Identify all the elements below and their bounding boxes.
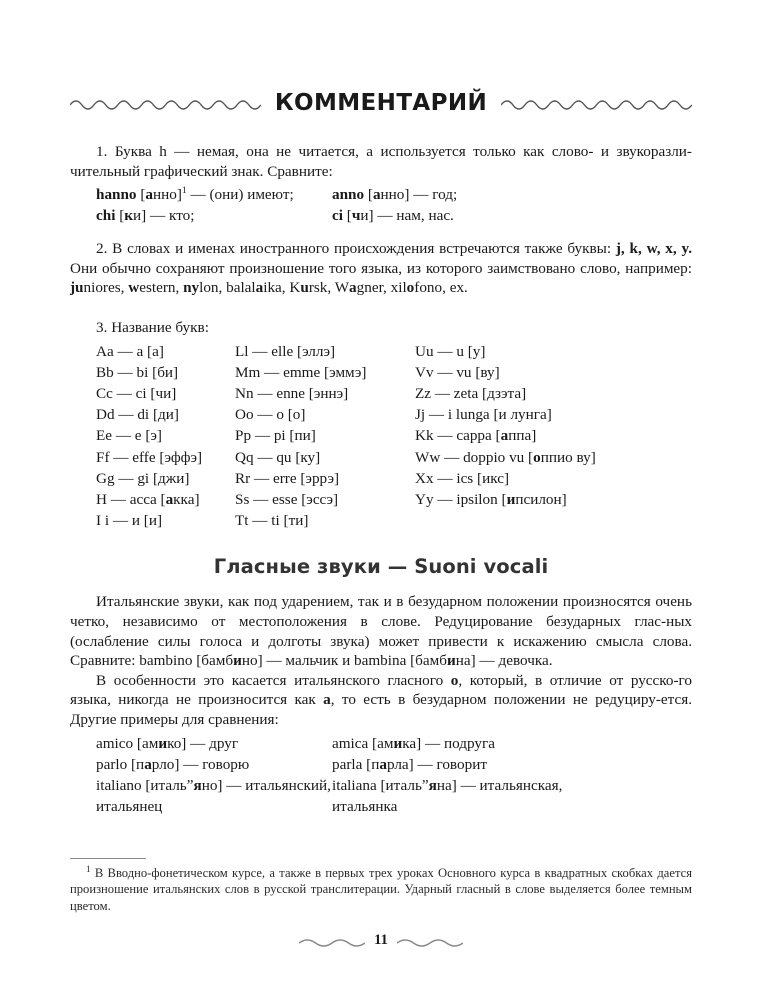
transcription: э]	[150, 427, 162, 445]
letter-name: Tt — ti [	[235, 512, 289, 530]
word-bold: anno	[332, 186, 365, 204]
transcription-rest: и]	[360, 207, 374, 225]
list-item	[70, 775, 692, 796]
table-row	[415, 468, 692, 489]
wave-decoration-right-icon	[501, 96, 692, 110]
table-row	[415, 362, 692, 383]
table-row	[96, 510, 235, 531]
letter-name: Qq — qu [	[235, 448, 301, 466]
item1-text-b: — немая, она не читается, а используется только как слово- и звукоразли-чительный графический знак. Сравните:	[70, 143, 692, 180]
letter-name: Ww — doppio vu [	[415, 448, 534, 466]
example-wagner-a: W	[334, 279, 350, 297]
stress-vowel: ч	[351, 207, 361, 225]
table-row	[96, 362, 235, 383]
word-pre: amica [ам	[332, 734, 394, 752]
alphabet-column-3	[415, 341, 692, 532]
item1-letter-h: h	[159, 143, 167, 160]
word-post: на] — итальянская,	[436, 776, 563, 794]
stress-vowel: и	[158, 734, 168, 752]
example-nylon-bold: ny	[183, 279, 200, 297]
transcription: ву]	[480, 363, 500, 381]
h-example-right	[332, 205, 692, 226]
example-xilofono-a: xil	[390, 279, 407, 297]
word-pre: parla [п	[332, 755, 380, 773]
transcription: псилон]	[515, 490, 567, 508]
letter-name: Ss — esse [	[235, 490, 307, 508]
list-item	[70, 796, 692, 817]
example-wagner-b: gner,	[356, 279, 391, 297]
transcription: джи]	[158, 469, 190, 487]
bracket-open: [	[136, 186, 146, 204]
translation: — год;	[409, 186, 458, 204]
transcription: пи]	[294, 427, 316, 445]
letter-name: Dd — di [	[96, 406, 159, 424]
stress-vowel: и	[506, 490, 516, 508]
footnote-marker: 1	[86, 863, 91, 874]
example-juniores-rest: niores,	[83, 279, 129, 297]
transcription: эссэ]	[306, 490, 339, 508]
transcription: a]	[152, 342, 164, 360]
transcription: дзэта]	[487, 384, 527, 402]
page-title-row	[70, 86, 692, 120]
alphabet-column-1	[70, 341, 235, 532]
item2-letters-2: w, x, y.	[646, 240, 693, 258]
vowels2-text-c: , то есть в безударном положении не редуциру-ется. Другие примеры для сравнения:	[70, 691, 692, 728]
bracket-open: [	[115, 207, 125, 225]
example-xilofono-bold: o	[406, 279, 415, 297]
list-item	[70, 184, 692, 205]
transcription: ппа]	[508, 427, 537, 445]
list-item	[70, 733, 692, 754]
example-juniores-bold: ju	[70, 279, 84, 297]
table-row	[96, 383, 235, 404]
table-row	[235, 425, 415, 446]
footnote-text	[70, 865, 692, 914]
word-post: рла] — говорит	[386, 755, 487, 773]
transcription: о]	[292, 406, 306, 424]
vowels-text-a: Итальянские звуки, как под ударением, так и в безударном положении произносятся очень четко, независимо от местоположения в слове. Редуцирование безударных глас-ных (ослабление силы голоса и долготы звука) может привести к искажению смысла слова. Сравните: bambino [бамб	[70, 593, 692, 670]
table-row	[96, 341, 235, 362]
comparison-examples-list	[70, 733, 692, 817]
alphabet-table	[70, 341, 692, 532]
word-pre: parlo [п	[96, 755, 145, 773]
paragraph-vowels-1	[70, 592, 692, 670]
paragraph-vowels-2	[70, 671, 692, 730]
transcription: эммэ]	[329, 363, 367, 381]
transcription-rest: и]	[133, 207, 147, 225]
example-left	[70, 754, 332, 775]
example-nylon-rest: lon,	[199, 279, 227, 297]
footer-wave-left-icon	[299, 935, 365, 947]
transcription: и]	[148, 512, 163, 530]
letter-name: Jj — i lunga [	[415, 406, 499, 424]
example-right	[332, 775, 692, 796]
letter-name: Aa — a [	[96, 342, 153, 360]
item2-letters-1: j, k,	[615, 240, 642, 258]
list-item	[70, 205, 692, 226]
transcription: эннэ]	[313, 384, 349, 402]
example-right	[332, 733, 692, 754]
letter-name: Bb — bi [	[96, 363, 158, 381]
bracket-open: [	[342, 207, 352, 225]
item1-text-a: 1. Буква	[96, 143, 160, 160]
transcription: ку]	[300, 448, 321, 466]
translation: — нам, нас.	[373, 207, 454, 225]
table-row	[415, 425, 692, 446]
vowels-text-c: на] — девочка.	[455, 652, 553, 670]
table-row	[96, 425, 235, 446]
h-examples-list	[70, 184, 692, 226]
vowels2-text-b: , который, в отличие от русско-го языка, никогда не произносится как	[70, 671, 692, 709]
bracket-open: [	[364, 186, 373, 204]
example-balalaika-bold: a	[255, 279, 264, 297]
example-balalaika-a: balal	[226, 279, 256, 297]
vowels-text-b: но] — мальчик и bambina [бамб	[241, 652, 447, 670]
table-row	[96, 404, 235, 425]
letter-name: Uu — u [	[415, 342, 473, 360]
table-row	[415, 404, 692, 425]
example-balalaika-b: ika,	[263, 279, 290, 297]
letter-name: Nn — enne [	[235, 384, 314, 402]
transcription: икс]	[482, 469, 510, 487]
word-bold: ci	[332, 207, 343, 225]
item2-text-a: 2. В словах и именах иностранного происхождения встречаются также буквы:	[96, 240, 616, 258]
table-row	[235, 362, 415, 383]
transcription: эллэ]	[302, 342, 336, 360]
spacer	[70, 298, 692, 318]
table-row	[235, 489, 415, 510]
table-row	[415, 383, 692, 404]
example-right-continuation: итальянка	[332, 797, 398, 815]
transcription: и лунга]	[498, 406, 552, 424]
h-example-left	[70, 184, 332, 205]
word-post: ка] — подруга	[402, 734, 495, 752]
translation: — (они) имеют;	[186, 186, 294, 204]
transcription: би]	[157, 363, 179, 381]
word-pre: amico [ам	[96, 734, 159, 752]
paragraph-item-1	[70, 142, 692, 181]
transcription: чи]	[155, 384, 177, 402]
alphabet-column-2	[235, 341, 415, 532]
table-row	[415, 447, 692, 468]
letter-name: Cc — ci [	[96, 384, 156, 402]
word-pre: italiana [итальˮ	[332, 776, 429, 794]
table-row	[415, 489, 692, 510]
spacer	[70, 226, 692, 239]
transcription: кка]	[173, 490, 200, 508]
stress-vowel: я	[193, 776, 202, 794]
word-post: рло] — говорю	[151, 755, 250, 773]
letter-name: Gg — gi [	[96, 469, 159, 487]
table-row	[96, 489, 235, 510]
transcription: эррэ]	[305, 469, 340, 487]
table-row	[235, 404, 415, 425]
stress-vowel: а	[144, 755, 152, 773]
paragraph-item-2	[70, 239, 692, 298]
letter-name: Zz — zeta [	[415, 384, 488, 402]
item2-text-b: Они обычно сохраняют произношение того языка, из которого заимствовано слово, например:	[70, 259, 692, 277]
word-post: ко] — друг	[167, 734, 239, 752]
footnote-body: В Вводно-фонетическом курсе, а также в первых трех уроках Основного курса в квадратных скобках дается произношение итальянских слов в русской транслитерации. Ударный гласный в слове выделяется более темным цветом.	[70, 866, 692, 913]
transcription: ти]	[288, 512, 309, 530]
stress-vowel: а	[500, 427, 509, 445]
list-item	[70, 754, 692, 775]
stress-vowel: к	[124, 207, 134, 225]
table-row	[235, 341, 415, 362]
letter-name: Kk — cappa [	[415, 427, 501, 445]
stress-vowel: я	[428, 776, 437, 794]
page-title: КОММЕНТАРИЙ	[274, 90, 488, 116]
example-left	[70, 733, 332, 754]
stress-vowel: и	[233, 652, 242, 670]
example-left	[70, 775, 332, 796]
letter-name: Yy — ipsilon [	[415, 490, 507, 508]
letter-name: Ee — e [	[96, 427, 151, 445]
example-western-bold: w	[128, 279, 140, 297]
h-example-right	[332, 184, 692, 205]
letter-name: Mm — emme [	[235, 363, 330, 381]
stress-vowel: о	[533, 448, 541, 466]
paragraph-item-3-heading: 3. Название букв:	[96, 318, 209, 336]
vowels2-text-a: В особенности это касается итальянского гласного	[96, 671, 451, 689]
stress-vowel: а	[165, 490, 174, 508]
letter-name: Ff — effe [	[96, 448, 165, 466]
table-row	[235, 383, 415, 404]
example-right	[332, 754, 692, 775]
page-number: 11	[374, 932, 388, 948]
transcription-rest: нно]	[152, 186, 182, 204]
word-pre: italiano [итальˮ	[96, 776, 194, 794]
letter-name: Ll — elle [	[235, 342, 303, 360]
example-western-rest: estern,	[139, 279, 184, 297]
word-post: но] — итальянский,	[201, 776, 331, 794]
example-kursk-a: K	[289, 279, 301, 297]
stress-vowel: а	[372, 186, 381, 204]
letter-name: H — acca [	[96, 490, 166, 508]
word-bold: chi	[96, 207, 116, 225]
letter-name: Pp — pi [	[235, 427, 295, 445]
example-wagner-bold: a	[349, 279, 357, 297]
transcription: у]	[472, 342, 486, 360]
table-row	[235, 510, 415, 531]
h-example-left	[70, 205, 332, 226]
letter-name: Oo — o [	[235, 406, 293, 424]
footnote-marker: 1	[181, 186, 187, 197]
stress-vowel: и	[393, 734, 403, 752]
wave-decoration-left-icon	[70, 96, 261, 110]
vowel-a-bold: a	[323, 691, 331, 709]
table-row	[235, 447, 415, 468]
translation: — кто;	[146, 207, 195, 225]
table-row	[415, 341, 692, 362]
example-kursk-bold: u	[300, 279, 309, 297]
transcription: ппио ву]	[540, 448, 596, 466]
transcription-rest: нно]	[380, 186, 410, 204]
letter-name: Xx — ics [	[415, 469, 483, 487]
example-xilofono-b: fono, ex.	[414, 279, 468, 297]
footer-wave-right-icon	[397, 935, 463, 947]
stress-vowel: и	[447, 652, 456, 670]
stress-vowel: а	[145, 186, 153, 204]
page-content	[70, 86, 692, 817]
letter-name: Vv — vu [	[415, 363, 481, 381]
table-row	[96, 468, 235, 489]
transcription: эффэ]	[164, 448, 203, 466]
table-row	[235, 468, 415, 489]
stress-vowel: а	[379, 755, 387, 773]
letter-name: Rr — erre [	[235, 469, 306, 487]
example-left-continuation: итальянец	[96, 797, 163, 815]
section-heading: Гласные звуки — Suoni vocali	[213, 555, 549, 579]
page-footer	[0, 932, 762, 949]
word-bold: hanno	[96, 186, 137, 204]
vowel-o-bold: o	[450, 671, 459, 689]
table-row	[96, 447, 235, 468]
footnote-block	[70, 858, 692, 914]
letter-name: I i — и [	[96, 512, 149, 530]
footnote-separator	[70, 858, 146, 859]
example-kursk-b: rsk,	[308, 279, 335, 297]
transcription: ди]	[158, 406, 179, 424]
